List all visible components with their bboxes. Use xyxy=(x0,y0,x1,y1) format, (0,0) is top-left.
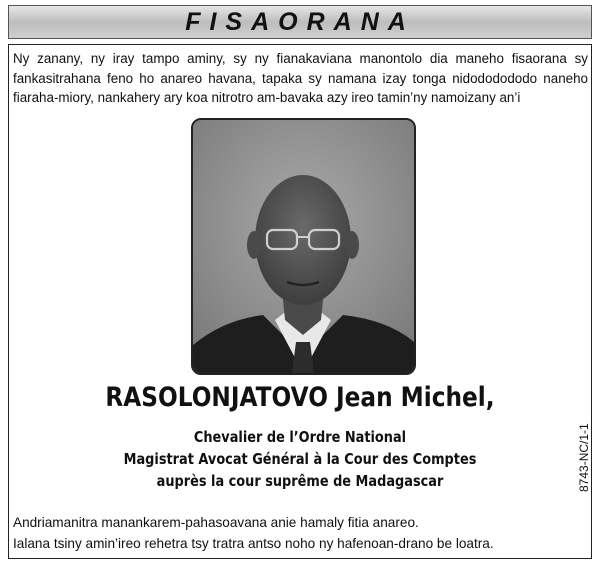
court-title: auprès la cour suprême de Madagascar xyxy=(156,472,444,490)
portrait-image xyxy=(193,120,414,373)
reference-code: 8743-NC/1-1 xyxy=(577,423,591,492)
closing-line: Ialana tsiny amin’ireo rehetra tsy tratra antso noho ny hafenoan-drano be loatra. xyxy=(13,536,494,551)
honor-title: Chevalier de l’Ordre National xyxy=(193,428,407,446)
header-banner xyxy=(8,5,592,39)
deceased-name: RASOLONJATOVO Jean Michel, xyxy=(105,382,495,413)
notice-title: FISAORANA xyxy=(185,7,415,36)
position-title: Magistrat Avocat Général à la Cour des Comptes xyxy=(123,450,477,468)
closing-line: Andriamanitra manankarem-pahasoavana anie hamaly fitia anareo. xyxy=(13,515,419,530)
intro-paragraph: Ny zanany, ny iray tampo aminy, sy ny fianakaviana manontolo dia maneho fisaorana sy fankasitrahana feno ho anareo havana, tapaka sy namana izay tonga nidododododo naneho fiaraha-miory, nankahery ary koa nitrotro am-bavaka azy ireo tamin’ny namoizany an’i xyxy=(13,51,588,105)
portrait-photo xyxy=(191,118,416,375)
